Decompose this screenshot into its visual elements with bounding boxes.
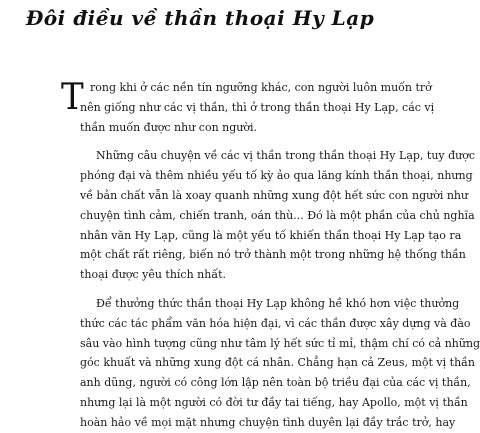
- paragraph-line: sâu vào hình tượng cũng như tâm lý hết sức tỉ mỉ, thậm chí có cả những: [80, 336, 480, 350]
- paragraph-line: thức các tác phẩm văn hóa hiện đại, vì các thần được xây dựng và đào: [80, 316, 471, 330]
- paragraph-line: góc khuất và những xung đột cá nhân. Chẳng hạn cả Zeus, một vị thần: [80, 356, 475, 370]
- paragraph-line: chuyện tình cảm, chiến tranh, oán thù... Đó là một phần của chủ nghĩa: [80, 208, 475, 222]
- paragraph-line: anh dũng, người có công lớn lập nên toàn bộ triều đại của các vị thần,: [80, 376, 471, 390]
- paragraph-line: hoàn hảo về mọi mặt nhưng chuyện tình duyên lại đầy trắc trở, hay: [80, 415, 456, 429]
- line-text: rong khi ở các nền tín ngưỡng khác, con người luôn muốn trở: [90, 81, 432, 94]
- drop-cap: T: [61, 75, 84, 119]
- page-title: Đôi điều về thần thoại Hy Lạp: [25, 6, 375, 30]
- paragraph-line: nhưng lại là một người có đời tư đầy tai tiếng, hay Apollo, một vị thần: [80, 395, 468, 409]
- paragraph-line: Những câu chuyện về các vị thần trong thần thoại Hy Lạp, tuy được: [96, 149, 476, 163]
- paragraph-1: [0, 75, 435, 137]
- paragraph-line: Để thưởng thức thần thoại Hy Lạp không hề khó hơn việc thưởng: [96, 296, 460, 310]
- paragraph-line: một chất rất riêng, biến nó trở thành một trong những hệ thống thần: [80, 248, 466, 262]
- paragraph-line: nhân văn Hy Lạp, cũng là một yếu tố khiến thần thoại Hy Lạp tạo ra: [80, 228, 462, 242]
- paragraph-line: thần muốn được như con người.: [80, 120, 258, 134]
- paragraph-3: [0, 294, 480, 433]
- paragraph-line: phóng đại và thêm nhiều yếu tố kỳ ảo qua lăng kính thần thoại, nhưng: [80, 169, 473, 183]
- body-text: [0, 75, 480, 433]
- paragraph-2: [0, 146, 476, 285]
- paragraph-line: thoại được yêu thích nhất.: [80, 268, 227, 282]
- paragraph-line: về bản chất vẫn là xoay quanh những xung đột hết sức con người như: [80, 188, 469, 202]
- paragraph-line: nên giống như các vị thần, thì ở trong thần thoại Hy Lạp, các vị: [80, 100, 435, 114]
